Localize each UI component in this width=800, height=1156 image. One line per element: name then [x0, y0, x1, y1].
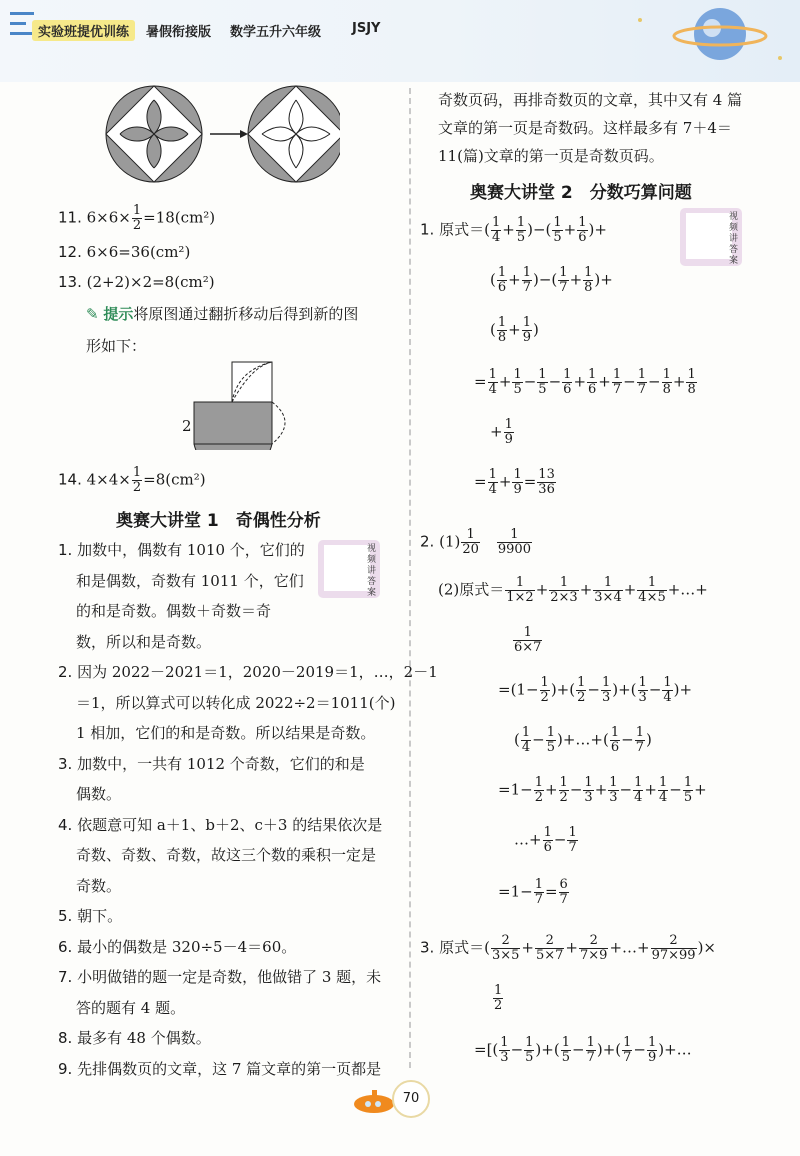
answer-4-line	[76, 845, 376, 865]
q3-line-2: $\frac{1}{2}$	[494, 983, 503, 1013]
item-number: 6.	[58, 937, 73, 956]
qr-code-left[interactable]: 视频讲答案	[318, 540, 380, 598]
item-text: 数，所以和是奇数。	[76, 632, 212, 651]
q1-line-6: = $\frac{1}{4}$ + $\frac{1}{9}$ = $\frac{13}{36}$	[474, 467, 555, 497]
answer-13: 13. (2+2)×2=8(cm²)	[58, 273, 215, 291]
header-code: JSJY	[352, 21, 381, 36]
answer-4-line	[58, 815, 382, 835]
cont-line-1: 奇数页码，再排奇数页的文章，其中又有 4 篇	[438, 91, 743, 109]
q2-line-7: =1− $\frac{1}{7}$ = $\frac{6}{7}$	[498, 877, 568, 907]
item-number: 4.	[58, 815, 73, 834]
q3-line-3: =[( $\frac{1}{3}$ − $\frac{1}{5}$ )+( $\frac{1}{5}$ − $\frac{1}{7}$ )+( $\frac{1}{7}$ − $\frac{1}{9}$ )+…	[474, 1035, 692, 1065]
q2-line-2: $\frac{1}{6\times 7}$	[514, 625, 542, 655]
item-text: 小明做错的题一定是奇数，他做错了 3 题，未	[77, 968, 382, 986]
item-number: 5.	[58, 907, 73, 925]
section-1-title: 奥赛大讲堂 1 奇偶性分析	[116, 511, 321, 531]
section-2-title: 奥赛大讲堂 2 分数巧算问题	[470, 183, 692, 203]
qr-code-icon	[686, 213, 732, 259]
item-text: 先排偶数页的文章，这 7 篇文章的第一页都是	[77, 1059, 382, 1078]
answer-12: 12. 6×6=36(cm²)	[58, 243, 191, 261]
fig-side-label: 2	[182, 417, 192, 435]
answer-4-line	[76, 876, 121, 896]
fold-figure	[180, 360, 300, 450]
header-series-badge: 实验班提优训练	[32, 20, 135, 41]
answer-2-line	[76, 693, 395, 713]
qr-code-right[interactable]: 视频讲答案	[680, 208, 742, 266]
item-text: ＝1，所以算式可以转化成 2022÷2＝1011(个)	[76, 693, 396, 712]
item-text: 因为 2022－2021＝1，2020－2019＝1，…，2－1	[77, 663, 438, 681]
qr-code-icon	[324, 545, 370, 591]
item-number: 7.	[58, 968, 73, 986]
answer-2-line	[58, 662, 438, 682]
answer-1-line	[58, 540, 305, 560]
item-text: 1 相加，它们的和是奇数。所以结果是奇数。	[76, 724, 376, 742]
item-text: 最小的偶数是 320÷5－4＝60。	[77, 937, 297, 956]
answer-7-line	[58, 967, 381, 987]
item-text: 最多有 48 个偶数。	[77, 1029, 211, 1047]
item-number: 8.	[58, 1029, 73, 1047]
answer-3-line	[76, 784, 121, 804]
hint-icon: ✎	[86, 305, 99, 323]
answer-2-line	[76, 723, 375, 743]
answer-1-line	[76, 632, 211, 652]
answer-11: 11. 6×6× $\frac{1}{2}$ =18(cm²)	[58, 203, 216, 233]
item-text: 加数中，偶数有 1010 个，它们的	[77, 541, 305, 559]
q2-line-6: …+ $\frac{1}{6}$ − $\frac{1}{7}$	[514, 825, 577, 855]
item-text: 依题意可知 a＋1、b＋2、c＋3 的结果依次是	[77, 815, 383, 834]
item-text: 加数中，一共有 1012 个奇数，它们的和是	[77, 754, 365, 773]
answer-9-line	[58, 1059, 381, 1079]
item-text: 奇数、奇数、奇数，故这三个数的乘积一定是	[76, 846, 377, 864]
q3-line-1: 3. 原式＝( $\frac{2}{3\times 5}$ + $\frac{2}{5\times 7}$ + $\frac{2}{7\times 9}$ +…+ $\frac{2}{97\times 99}$ )×	[420, 933, 716, 963]
item-number: 3.	[58, 754, 73, 773]
item-number: 9.	[58, 1059, 73, 1078]
q1-line-3: ( $\frac{1}{8}$ + $\frac{1}{9}$ )	[490, 315, 539, 345]
q1-line-1: 1. 原式＝( $\frac{1}{4}$ + $\frac{1}{5}$ )−( $\frac{1}{5}$ + $\frac{1}{6}$ )+	[420, 215, 607, 245]
item-text: 的和是奇数。偶数＋奇数＝奇	[76, 602, 272, 620]
answer-5-line	[58, 906, 122, 926]
cont-line-2: 文章的第一页是奇数码。这样最多有 7＋4＝	[438, 119, 732, 137]
item-number: 2.	[58, 663, 73, 681]
header-subject: 数学五升六年级	[230, 25, 322, 40]
q2-part-1: 2. (1) $\frac{1}{20}$ $\frac{1}{9900}$	[420, 527, 531, 557]
item-text: 奇数。	[76, 876, 122, 895]
answer-1-line	[76, 571, 304, 591]
column-divider	[409, 88, 411, 1068]
item-text: 朝下。	[77, 907, 123, 925]
hint-line-1: ✎ 提示将原图通过翻折移动后得到新的图	[86, 305, 359, 323]
item-text: 偶数。	[76, 785, 122, 803]
answer-14: 14. 4×4× $\frac{1}{2}$ =8(cm²)	[58, 465, 206, 495]
cont-line-3: 11(篇)文章的第一页是奇数页码。	[438, 147, 664, 165]
q2-line-5: =1− $\frac{1}{2}$ + $\frac{1}{2}$ − $\frac{1}{3}$ + $\frac{1}{3}$ − $\frac{1}{4}$ + $\frac{1}{4}$ − $\frac{1}{5}$ +	[498, 775, 707, 805]
circle-figure	[100, 80, 340, 190]
planet-decoration-icon	[600, 0, 800, 80]
q1-line-2: ( $\frac{1}{6}$ + $\frac{1}{7}$ )−( $\frac{1}{7}$ + $\frac{1}{8}$ )+	[490, 265, 613, 295]
q2-line-4: ( $\frac{1}{4}$ − $\frac{1}{5}$ )+…+( $\frac{1}{6}$ − $\frac{1}{7}$ )	[514, 725, 652, 755]
page-number: 70	[392, 1080, 430, 1118]
item-text: 答的题有 4 题。	[76, 998, 186, 1017]
q1-line-4: = $\frac{1}{4}$ + $\frac{1}{5}$ − $\frac{1}{5}$ − $\frac{1}{6}$ + $\frac{1}{6}$ + $\frac{1}{7}$ − $\frac{1}{7}$ − $\frac{1}{8}$ + $\frac{1}{8}$	[474, 367, 696, 397]
answer-8-line	[58, 1028, 211, 1048]
header-edition: 暑假衔接版	[146, 25, 212, 40]
hint-line-2: 形如下：	[86, 337, 147, 355]
answer-1-line	[76, 601, 271, 621]
answer-6-line	[58, 937, 296, 957]
q2-line-3: =(1− $\frac{1}{2}$ )+( $\frac{1}{2}$ − $\frac{1}{3}$ )+( $\frac{1}{3}$ − $\frac{1}{4}$ )+	[498, 675, 693, 705]
answer-7-line	[76, 998, 185, 1018]
submarine-icon	[350, 1084, 398, 1116]
q1-line-5: + $\frac{1}{9}$	[490, 417, 513, 447]
q2-line-1: (2)原式＝ $\frac{1}{1\times 2}$ + $\frac{1}{2\times 3}$ + $\frac{1}{3\times 4}$ + $\frac{1}{4\times 5}$ +…+	[438, 575, 708, 605]
item-number: 1.	[58, 541, 73, 559]
answer-3-line	[58, 754, 365, 774]
item-text: 和是偶数，奇数有 1011 个，它们	[76, 571, 304, 590]
